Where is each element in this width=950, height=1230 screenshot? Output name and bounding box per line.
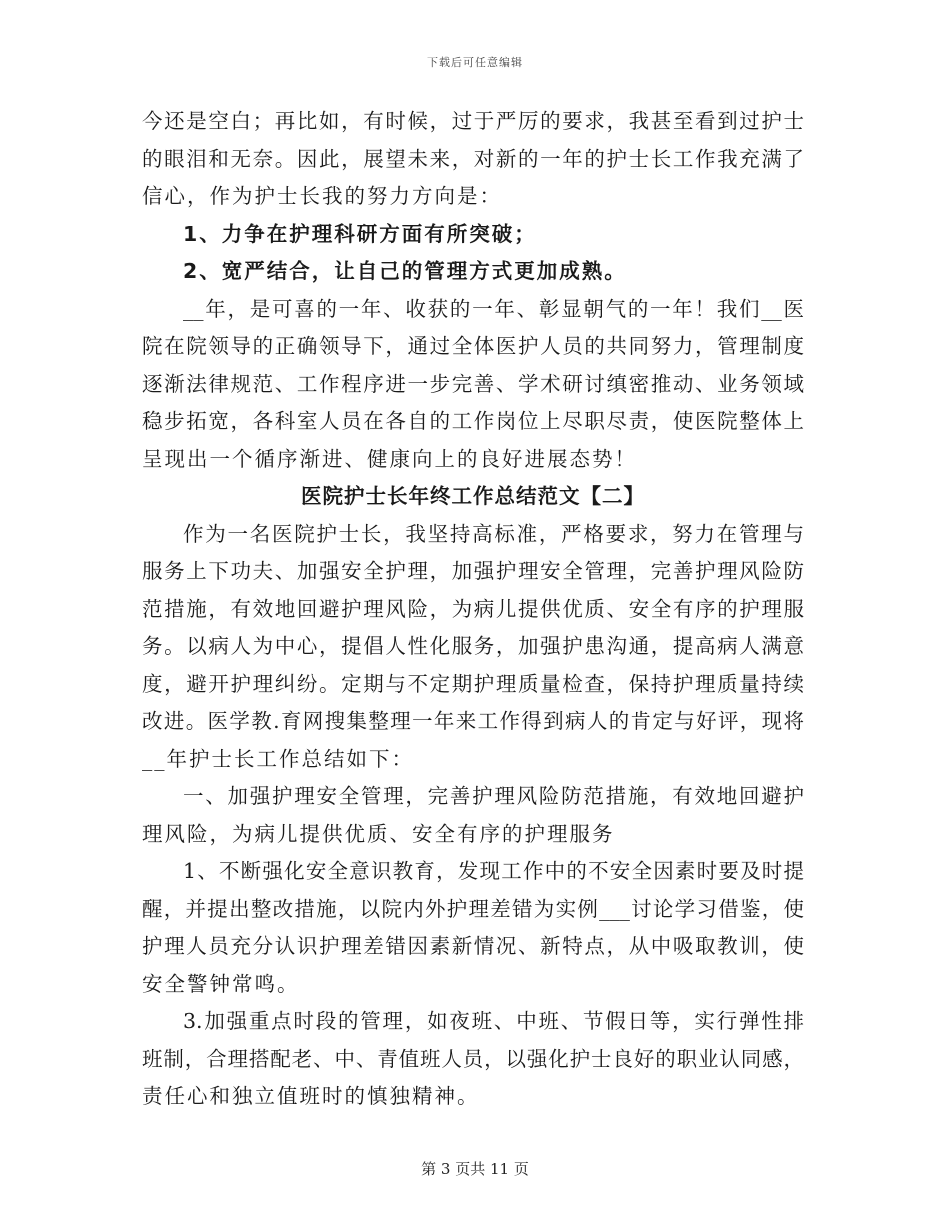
text-line: 呈现出一个循序渐进、健康向上的良好进展态势！	[142, 446, 637, 471]
text-line: 安全警钟常鸣。	[142, 971, 300, 996]
text-line: 护理人员充分认识护理差错因素新情况、新特点，从中吸取教训，使	[142, 934, 804, 958]
text-line: 度，避开护理纠纷。定期与不定期护理质量检查，保持护理质量持续	[142, 671, 804, 696]
text-line: 稳步拓宽，各科室人员在各自的工作岗位上尽职尽责，使医院整体上	[142, 409, 804, 433]
text-line: 逐渐法律规范、工作程序进一步完善、学术研讨缜密推动、业务领域	[142, 371, 804, 396]
text-line: __年，是可喜的一年、收获的一年、彰显朝气的一年！我们__医	[183, 296, 804, 321]
text-line: 今还是空白；再比如，有时候，过于严厉的要求，我甚至看到过护士	[142, 109, 804, 133]
goal-item-2: 2、宽严结合，让自己的管理方式更加成熟。	[183, 259, 627, 283]
text-line: 信心，作为护士长我的努力方向是：	[142, 184, 502, 208]
text-line: __年护士长工作总结如下：	[142, 746, 414, 771]
subheading-line: 一、加强护理安全管理，完善护理风险防范措施，有效地回避护	[183, 784, 804, 808]
text-line: 院在院领导的正确领导下，通过全体医护人员的共同努力，管理制度	[142, 334, 804, 358]
text-line: 责任心和独立值班时的慎独精神。	[142, 1084, 480, 1108]
document-body	[142, 103, 804, 1116]
section-heading: 医院护士长年终工作总结范文【二】	[301, 484, 645, 508]
text-line: 作为一名医院护士长，我坚持高标准，严格要求，努力在管理与	[183, 521, 804, 546]
text-line: 改进。医学教.育网搜集整理一年来工作得到病人的肯定与好评，现将	[142, 709, 804, 733]
text-line: 1、不断强化安全意识教育，发现工作中的不安全因素时要及时提	[183, 859, 804, 883]
page-number-footer: 第 3 页共 11 页	[421, 1160, 529, 1178]
text-line: 服务上下功夫、加强安全护理，加强护理安全管理，完善护理风险防	[142, 559, 804, 583]
subheading-line: 理风险，为病儿提供优质、安全有序的护理服务	[142, 821, 615, 846]
text-line: 范措施，有效地回避护理风险，为病儿提供优质、安全有序的护理服	[142, 596, 804, 621]
text-line: 班制，合理搭配老、中、青值班人员，以强化护士良好的职业认同感，	[142, 1046, 804, 1071]
text-line: 的眼泪和无奈。因此，展望未来，对新的一年的护士长工作我充满了	[142, 146, 804, 171]
text-line: 3.加强重点时段的管理，如夜班、中班、节假日等，实行弹性排	[183, 1009, 804, 1033]
page-header-note: 下载后可任意编辑	[427, 56, 523, 69]
goal-item-1: 1、力争在护理科研方面有所突破；	[183, 221, 537, 246]
text-line: 务。以病人为中心，提倡人性化服务，加强护患沟通，提高病人满意	[142, 634, 804, 658]
text-line: 醒，并提出整改措施，以院内外护理差错为实例___讨论学习借鉴，使	[142, 896, 804, 921]
